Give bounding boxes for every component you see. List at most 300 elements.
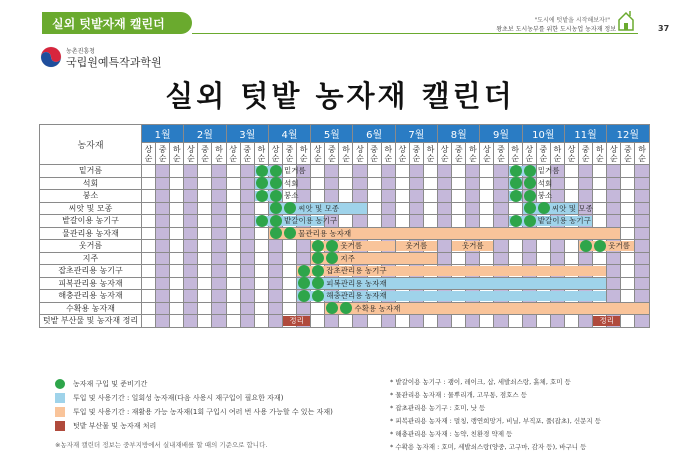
calendar-cell [226, 190, 240, 203]
calendar-cell [494, 315, 508, 328]
calendar-cell [254, 277, 268, 290]
calendar-cell [156, 177, 170, 190]
calendar-cell [621, 277, 635, 290]
period-bar [396, 241, 437, 252]
purchase-dot [284, 227, 296, 239]
row-label: 붕소 [40, 190, 142, 203]
calendar-cell [466, 252, 480, 265]
calendar-cell [226, 215, 240, 228]
calendar-cell [142, 190, 156, 203]
note-item: * 수확용 농자재 : 호미, 세발쇠스랑(양중, 고구마, 감자 등), 바구니 등 [390, 443, 587, 451]
purchase-dot [298, 265, 310, 277]
calendar-cell [156, 265, 170, 278]
calendar-cell [198, 302, 212, 315]
calendar-cell [142, 315, 156, 328]
calendar-cell [635, 190, 649, 203]
calendar-cell [494, 165, 508, 178]
footnote: ※농자재 캘린더 정보는 중부지방에서 실내재배를 할 때의 기준으로 합니다. [55, 441, 268, 449]
calendar-cell [381, 315, 395, 328]
calendar-cell [254, 302, 268, 315]
calendar-cell [579, 190, 593, 203]
page-number: 37 [658, 24, 670, 33]
period-bar [325, 303, 648, 314]
purchase-dot [326, 240, 338, 252]
calendar-cell [438, 252, 452, 265]
month-header: 7월 [395, 125, 437, 143]
calendar-cell [254, 315, 268, 328]
calendar-cell [198, 190, 212, 203]
calendar-cell [536, 315, 550, 328]
calendar-cell [494, 240, 508, 253]
calendar-cell [297, 240, 311, 253]
calendar-cell [466, 177, 480, 190]
emblem-icon [40, 46, 62, 68]
calendar-cell [593, 252, 607, 265]
calendar-cell [480, 252, 494, 265]
calendar-cell [170, 240, 184, 253]
calendar-cell [452, 202, 466, 215]
bar-label: 석회 [284, 178, 299, 188]
calendar-cell [367, 315, 381, 328]
bar-label: 정리 [289, 316, 304, 326]
purchase-dot [594, 240, 606, 252]
slogan-line-1: "도시에 텃밭을 시작해보자!" [534, 17, 610, 24]
calendar-cell [212, 265, 226, 278]
legend-text: 투입 및 사용기간 : 일회성 농자재(다음 사용시 재구입이 필요한 자재) [73, 394, 284, 402]
calendar-cell [325, 177, 339, 190]
month-header: 10월 [522, 125, 564, 143]
month-header: 5월 [311, 125, 353, 143]
calendar-cell [353, 165, 367, 178]
calendar-cell [240, 277, 254, 290]
color-swatch [55, 393, 65, 403]
calendar-cell [607, 190, 621, 203]
calendar-cell [268, 252, 282, 265]
period-header: 중 순 [452, 143, 466, 165]
calendar-cell [367, 190, 381, 203]
calendar-cell [550, 240, 564, 253]
calendar-cell [184, 265, 198, 278]
calendar-cell [198, 202, 212, 215]
calendar-cell [438, 165, 452, 178]
calendar-cell [480, 215, 494, 228]
month-header: 11월 [564, 125, 606, 143]
period-header: 하 순 [423, 143, 437, 165]
calendar-cell [621, 315, 635, 328]
calendar-cell [635, 290, 649, 303]
logo-name: 국립원예특작과학원 [66, 56, 162, 69]
period-header: 하 순 [550, 143, 564, 165]
calendar-cell [536, 240, 550, 253]
calendar-cell [409, 177, 423, 190]
bar-label: 웃거름 [340, 241, 363, 251]
calendar-cell [579, 252, 593, 265]
calendar-cell [353, 315, 367, 328]
calendar-cell [621, 202, 635, 215]
section-tab [42, 12, 192, 34]
purchase-dot [340, 302, 352, 314]
purchase-dot [510, 215, 522, 227]
calendar-cell [353, 177, 367, 190]
calendar-cell [452, 190, 466, 203]
calendar-cell [212, 240, 226, 253]
period-header: 하 순 [297, 143, 311, 165]
calendar-cell [226, 302, 240, 315]
calendar-cell [423, 165, 437, 178]
period-header: 하 순 [212, 143, 226, 165]
calendar-cell [353, 190, 367, 203]
calendar-cell [268, 240, 282, 253]
purchase-dot [270, 165, 282, 177]
calendar-cell [184, 315, 198, 328]
calendar-cell [254, 265, 268, 278]
calendar-cell [550, 252, 564, 265]
purchase-dot [298, 277, 310, 289]
calendar-cell [282, 290, 296, 303]
calendar-cell [240, 202, 254, 215]
row-label: 해충관리용 농자재 [40, 290, 142, 303]
bar-label: 밑거름 [537, 166, 560, 176]
calendar-cell [381, 215, 395, 228]
purchase-dot [312, 252, 324, 264]
calendar-cell [536, 252, 550, 265]
calendar-cell [184, 302, 198, 315]
calendar-cell [156, 302, 170, 315]
calendar-cell [381, 177, 395, 190]
calendar-cell [170, 315, 184, 328]
period-bar [593, 316, 620, 327]
purchase-dot [538, 202, 550, 214]
purchase-dot [256, 190, 268, 202]
calendar-cell [607, 177, 621, 190]
legend-text: 농자재 구입 및 준비기간 [73, 380, 148, 388]
period-bar [255, 166, 306, 177]
period-header: 중 순 [325, 143, 339, 165]
calendar-cell [480, 165, 494, 178]
period-header: 상 순 [268, 143, 282, 165]
calendar-cell [184, 190, 198, 203]
calendar-cell [311, 302, 325, 315]
period-header: 하 순 [466, 143, 480, 165]
calendar-cell [480, 177, 494, 190]
bar-label: 지주 [340, 253, 355, 263]
calendar-cell [226, 202, 240, 215]
calendar-cell [621, 227, 635, 240]
purchase-dot [270, 177, 282, 189]
calendar-cell [522, 252, 536, 265]
header-rule [192, 33, 638, 34]
calendar-cell [395, 165, 409, 178]
bar-label: 수확용 농자재 [354, 303, 401, 313]
calendar-cell [254, 252, 268, 265]
calendar-cell [254, 290, 268, 303]
calendar-cell [240, 265, 254, 278]
calendar-cell [621, 190, 635, 203]
calendar-cell [409, 215, 423, 228]
calendar-cell [170, 290, 184, 303]
bar-label: 웃거름 [461, 241, 484, 251]
calendar-cell [198, 277, 212, 290]
period-bar [255, 178, 299, 189]
calendar-cell [452, 165, 466, 178]
bar-label: 정리 [599, 316, 614, 326]
purchase-dot [580, 240, 592, 252]
period-bar [509, 166, 560, 177]
calendar-cell [254, 240, 268, 253]
calendar-cell [156, 215, 170, 228]
bar-label: 밭갈이용 농기구 [537, 216, 591, 226]
period-header: 하 순 [508, 143, 522, 165]
calendar-cell [170, 277, 184, 290]
calendar-cell [156, 315, 170, 328]
period-header: 중 순 [367, 143, 381, 165]
slogan-line-2: 왕초보 도시농부를 위한 도시농업 농자재 정보 [496, 26, 616, 33]
color-swatch [55, 421, 65, 431]
period-header: 중 순 [536, 143, 550, 165]
bar-label: 잡초관리용 농기구 [326, 266, 387, 276]
month-header: 6월 [353, 125, 395, 143]
calendar-cell [240, 165, 254, 178]
calendar-cell [438, 190, 452, 203]
calendar-cell [311, 165, 325, 178]
period-header: 중 순 [282, 143, 296, 165]
period-header: 중 순 [156, 143, 170, 165]
purchase-dot [312, 240, 324, 252]
calendar-cell [240, 177, 254, 190]
garden-house-icon [616, 10, 636, 32]
calendar-cell [494, 177, 508, 190]
calendar-cell [212, 202, 226, 215]
bar-label: 밭갈이용 농기구 [284, 216, 338, 226]
calendar-cell [339, 165, 353, 178]
calendar-cell [593, 202, 607, 215]
month-header: 2월 [184, 125, 226, 143]
month-header: 12월 [607, 125, 649, 143]
calendar-cell [184, 177, 198, 190]
calendar-cell [184, 215, 198, 228]
purchase-dot [284, 202, 296, 214]
period-header: 하 순 [593, 143, 607, 165]
calendar-cell [367, 177, 381, 190]
purchase-dot [312, 290, 324, 302]
calendar-cell [508, 252, 522, 265]
calendar-cell [409, 165, 423, 178]
calendar-cell [212, 177, 226, 190]
calendar-cell [452, 252, 466, 265]
calendar-cell [381, 165, 395, 178]
calendar-cell [438, 177, 452, 190]
calendar-cell [156, 277, 170, 290]
calendar-cell [635, 315, 649, 328]
bar-label: 웃거름 [608, 241, 630, 251]
calendar-cell [198, 290, 212, 303]
row-label: 웃거름 [40, 240, 142, 253]
calendar-cell [142, 227, 156, 240]
calendar-cell [268, 315, 282, 328]
calendar-cell [170, 265, 184, 278]
period-header: 상 순 [522, 143, 536, 165]
calendar-cell [522, 240, 536, 253]
calendar-cell [564, 252, 578, 265]
note-item: * 피복관리용 농자재 : 멀칭, 랭연희망거, 비닐, 부직포, 풀(잡초), 신문지 등 [390, 417, 602, 425]
calendar-cell [170, 252, 184, 265]
period-bar [255, 216, 338, 227]
calendar-cell [409, 190, 423, 203]
calendar-cell [494, 252, 508, 265]
page-title: 실외 텃밭 농자재 캘린더 [165, 79, 515, 113]
purchase-dot [524, 165, 536, 177]
calendar-cell [170, 165, 184, 178]
bar-label: 피복관리용 농자재 [326, 278, 387, 288]
calendar-cell [311, 315, 325, 328]
calendar-cell [212, 227, 226, 240]
calendar-cell [212, 315, 226, 328]
calendar-cell [635, 215, 649, 228]
calendar-cell [438, 202, 452, 215]
period-header: 중 순 [494, 143, 508, 165]
calendar-cell [423, 315, 437, 328]
purchase-dot [270, 215, 282, 227]
legend-text: 투입 및 사용기간 : 재활용 가능 농자재(1회 구입시 여러 번 사용 가능할 수 있는 자재) [73, 408, 333, 416]
calendar-cell [226, 252, 240, 265]
calendar-cell [395, 215, 409, 228]
purchase-dot [326, 252, 338, 264]
calendar-cell [142, 252, 156, 265]
calendar-cell [635, 202, 649, 215]
period-bar [283, 316, 310, 327]
period-header: 상 순 [353, 143, 367, 165]
calendar-cell [621, 290, 635, 303]
row-label: 피복관리용 농자재 [40, 277, 142, 290]
calendar-cell [184, 202, 198, 215]
calendar-row [40, 190, 650, 203]
calendar-cell [268, 290, 282, 303]
period-bar [269, 228, 620, 239]
period-header: 상 순 [564, 143, 578, 165]
calendar-cell [635, 252, 649, 265]
purchase-dot [270, 190, 282, 202]
calendar-cell [635, 277, 649, 290]
calendar-cell [635, 227, 649, 240]
row-label: 지주 [40, 252, 142, 265]
row-label: 잡초관리용 농기구 [40, 265, 142, 278]
period-bar [255, 191, 299, 202]
calendar-cell [593, 177, 607, 190]
calendar-cell [423, 202, 437, 215]
purchase-dot [270, 202, 282, 214]
calendar-cell [311, 190, 325, 203]
calendar-cell [579, 315, 593, 328]
calendar-cell [212, 215, 226, 228]
month-header: 4월 [268, 125, 310, 143]
calendar-cell [240, 240, 254, 253]
calendar-cell [170, 215, 184, 228]
calendar-cell [635, 265, 649, 278]
calendar-cell [156, 252, 170, 265]
row-label: 텃밭 부산물 및 농자재 정리 [40, 315, 142, 328]
logo-subtitle: 농촌진흥청 [66, 48, 95, 55]
purchase-dot [510, 190, 522, 202]
calendar-cell [170, 227, 184, 240]
calendar-cell [381, 202, 395, 215]
calendar-cell [325, 165, 339, 178]
period-header: 상 순 [311, 143, 325, 165]
calendar-cell [297, 252, 311, 265]
calendar-cell [142, 240, 156, 253]
period-header: 하 순 [339, 143, 353, 165]
calendar-cell [184, 252, 198, 265]
calendar-cell [635, 165, 649, 178]
calendar-cell [184, 290, 198, 303]
period-bar [311, 253, 437, 264]
bar-label: 해충관리용 농자재 [326, 291, 387, 301]
calendar-cell [142, 265, 156, 278]
calendar-cell [593, 190, 607, 203]
bar-label: 붕소 [537, 191, 553, 201]
period-header: 상 순 [226, 143, 240, 165]
month-header: 3월 [226, 125, 268, 143]
calendar-cell [438, 215, 452, 228]
period-header: 중 순 [409, 143, 423, 165]
calendar-cell [142, 202, 156, 215]
calendar-cell [466, 165, 480, 178]
calendar-cell [550, 177, 564, 190]
calendar-cell [268, 277, 282, 290]
calendar-cell [268, 302, 282, 315]
month-header: 8월 [438, 125, 480, 143]
note-item: * 해충관리용 농자재 : 농약, 친환경 약제 등 [390, 430, 513, 438]
calendar-cell [607, 290, 621, 303]
calendar-cell [142, 215, 156, 228]
calendar-cell [184, 227, 198, 240]
calendar-cell [339, 215, 353, 228]
calendar-cell [607, 202, 621, 215]
calendar-cell [395, 177, 409, 190]
calendar-cell [212, 165, 226, 178]
bar-label: 웃거름 [405, 241, 428, 251]
purchase-dot [256, 177, 268, 189]
calendar-cell [156, 165, 170, 178]
calendar-cell [564, 165, 578, 178]
calendar-cell [325, 315, 339, 328]
calendar-cell [325, 190, 339, 203]
bar-label: 씨앗 및 모종 [551, 203, 593, 213]
calendar-cell [480, 190, 494, 203]
calendar-cell [240, 315, 254, 328]
calendar-cell [142, 177, 156, 190]
period-bar [509, 191, 553, 202]
green-dot-icon [55, 379, 65, 389]
calendar-row [40, 177, 650, 190]
purchase-dot [524, 177, 536, 189]
calendar-cell [593, 215, 607, 228]
calendar-cell [381, 190, 395, 203]
row-label: 석회 [40, 177, 142, 190]
purchase-dot [270, 227, 282, 239]
period-bar [311, 241, 395, 252]
legend-text: 텃밭 부산물 및 농자재 처리 [73, 422, 157, 430]
calendar-cell [395, 190, 409, 203]
period-bar [297, 278, 606, 289]
calendar-cell [621, 252, 635, 265]
calendar-cell [226, 315, 240, 328]
bar-label: 밑거름 [284, 166, 306, 176]
calendar-cell [198, 165, 212, 178]
calendar-cell [339, 190, 353, 203]
calendar-cell [142, 277, 156, 290]
purchase-dot [298, 290, 310, 302]
calendar-cell [508, 202, 522, 215]
